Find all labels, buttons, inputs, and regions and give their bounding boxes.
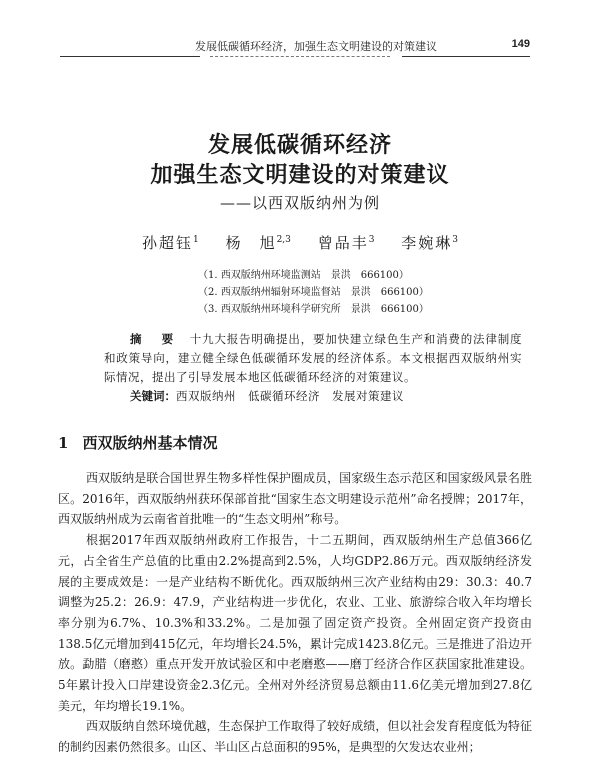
author: 曾品丰$^3$ [317, 234, 375, 252]
affiliations [198, 267, 429, 318]
paper-title-line2: 加强生态文明建设的对策建议 [150, 162, 450, 188]
paragraph: 西双版纳自然环境优越，生态保护工作取得了较好成绩，但以社会发育程度低为特征的制约因素仍然很多。山区、半山区占总面积的95%，是典型的欠发达农业州； [58, 719, 532, 755]
affiliation: （1. 西双版纳州环境监测站 景洪 666100） [198, 270, 409, 281]
keywords-text: 西双版纳州 低碳循环经济 发展对策建议 [176, 389, 404, 403]
paper-subtitle: ——以西双版纳州为例 [219, 194, 380, 212]
author: 李婉琳$^3$ [401, 234, 458, 252]
header-rule-right [402, 56, 530, 57]
author-list [0, 232, 600, 253]
header-rule-left [60, 56, 200, 57]
section-title: 西双版纳州基本情况 [82, 434, 218, 452]
header-rule-center [210, 56, 390, 57]
keywords-label: 关键词： [130, 389, 176, 403]
paragraph: 根据2017年西双版纳州政府工作报告，十二五期间，西双版纳州生产总值366亿元，占全省生产总值的比重由2.2%提高到2.5%，人均GDP2.86万元。西双版纳经济发展的主要成效是：一是产业结构不断优化。西双版纳州三次产业结构由29：30.3：40.7调整为25.2：26.9：47.9，产业结构进一步优化，农业、工业、旅游综合收入年均增长率分别为6.7%、10.3%和33.2%。二是加强了固定资产投资。全州固定资产投资由138.5亿元增加到415亿元，年均增长24.5%，累计完成1423.8亿元。三是推进了沿边开放。勐腊（磨憨）重点开发开放试验区和中老磨憨——磨丁经济合作区获国家批准建设。5年累计投入口岸建设资金2.3亿元。全州对外经济贸易总额由11.6亿美元增加到27.8亿美元，年均增长19.1%。 [58, 533, 532, 713]
keywords [104, 387, 522, 406]
abstract [104, 330, 522, 406]
author: 孙超钰$^1$ [142, 234, 199, 252]
author: 杨 旭$^{2,3}$ [225, 234, 291, 252]
section-heading [58, 432, 217, 453]
paper-title-line1: 发展低碳循环经济 [207, 132, 392, 158]
abstract-paragraph [104, 330, 522, 387]
affiliation: （2. 西双版纳州辐射环境监督站 景洪 666100） [198, 287, 429, 298]
section-number: 1 [58, 434, 69, 452]
abstract-text: 十九大报告明确提出，要加快建立绿色生产和消费的法律制度和政策导向，建立健全绿色低碳循环发展的经济体系。本文根据西双版纳州实际情况，提出了引导发展本地区低碳循环经济的对策建议。 [104, 332, 523, 384]
running-title: 发展低碳循环经济，加强生态文明建设的对策建议 [195, 40, 437, 53]
affiliation: （3. 西双版纳州环境科学研究所 景洪 666100） [198, 304, 429, 315]
paragraph: 西双版纳是联合国世界生物多样性保护圈成员，国家级生态示范区和国家级风景名胜区。2016年，西双版纳州获环保部首批“国家生态文明建设示范州”命名授牌；2017年，西双版纳州成为云南省首批唯一的“生态文明州”称号。 [58, 471, 532, 527]
body-text [58, 468, 532, 758]
abstract-label: 摘 要 [130, 332, 178, 346]
page-number: 149 [511, 38, 530, 50]
